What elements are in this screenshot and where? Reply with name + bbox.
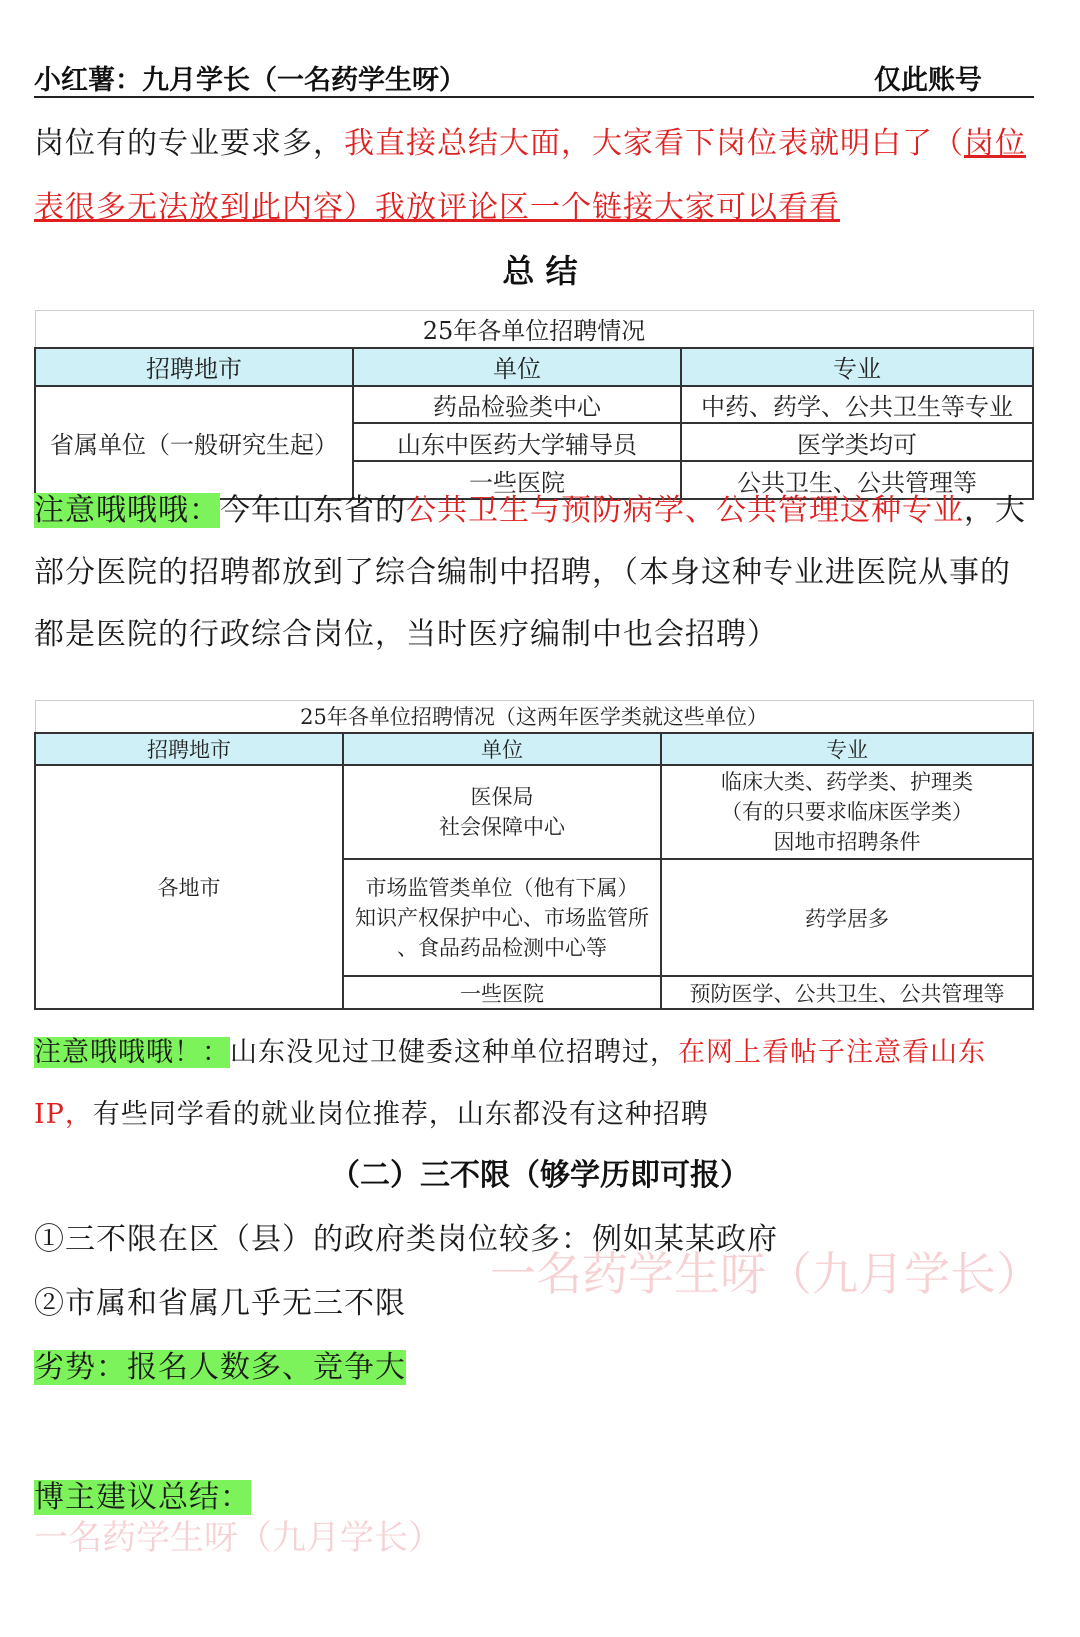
recruitment-table-provincial	[34, 310, 1034, 500]
note-text: 今年山东省的	[220, 493, 406, 528]
header-major: 专业	[661, 733, 1033, 766]
header-unit: 单位	[353, 348, 681, 386]
unit-cell	[343, 859, 661, 977]
list-item: ①三不限在区（县）的政府类岗位较多：例如某某政府	[34, 1222, 778, 1257]
section-title: （二）三不限（够学历即可报）	[330, 1158, 750, 1193]
intro-text: 岗位有的专业要求多，	[34, 126, 344, 161]
blogger-summary-highlight: 博主建议总结：	[34, 1480, 251, 1515]
note-text-cont: ，大部分医院的招聘都放到了综合编制中招聘，（本身这种专业进医院从事的都是医院的行政综合岗位，当时医疗编制中也会招聘）	[34, 493, 1026, 652]
table-caption: 25年各单位招聘情况	[35, 311, 1033, 348]
major-line: 临床大类、药学类、护理类	[721, 769, 973, 794]
unit-cell: 一些医院	[343, 976, 661, 1009]
page-header	[34, 56, 1034, 98]
intro-link-text: 岗位表很多无法放到此内容）我放评论区一个链接大家可以看看	[34, 126, 1026, 225]
unit-cell: 一些医院	[353, 461, 681, 499]
unit-line: 社会保障中心	[439, 814, 565, 839]
intro-red-text: 我直接总结大面，大家看下岗位表就明白了（	[344, 126, 964, 161]
note-text-cont: 有些同学看的就业岗位推荐，山东都没有这种招聘	[92, 1099, 709, 1130]
unit-line: 、食品药品检测中心等	[397, 935, 607, 960]
note-red-text: 公共卫生与预防病学、公共管理这种专业	[406, 493, 964, 528]
table-row	[35, 765, 1033, 859]
recruitment-table-municipal	[34, 700, 1034, 1010]
note-highlight: 注意哦哦哦！：	[34, 1037, 230, 1068]
major-cell: 中药、药学、公共卫生等专业	[681, 386, 1033, 424]
header-major: 专业	[681, 348, 1033, 386]
note-text: 山东没见过卫健委这种单位招聘过，	[230, 1037, 678, 1068]
intro-paragraph	[34, 112, 1034, 240]
major-line: 因地市招聘条件	[773, 829, 921, 854]
major-line: （有的只要求临床医学类）	[721, 799, 973, 824]
note-paragraph-2	[34, 1022, 1034, 1146]
unit-cell	[343, 765, 661, 859]
region-cell: 省属单位（一般研究生起）	[35, 386, 353, 499]
summary-title: 总 结	[502, 252, 578, 290]
table-caption: 25年各单位招聘情况（这两年医学类就这些单位）	[35, 701, 1033, 733]
header-region: 招聘地市	[35, 348, 353, 386]
unit-cell: 药品检验类中心	[353, 386, 681, 424]
major-cell: 医学类均可	[681, 423, 1033, 461]
unit-line: 市场监管类单位（他有下属）	[365, 875, 639, 900]
unit-line: 知识产权保护中心、市场监管所	[355, 905, 649, 930]
note-red-text: 在网上看帖子注意看山东IP，	[34, 1037, 986, 1130]
table-row	[35, 386, 1033, 424]
unit-cell: 山东中医药大学辅导员	[353, 423, 681, 461]
header-region: 招聘地市	[35, 733, 343, 766]
major-cell: 预防医学、公共卫生、公共管理等	[661, 976, 1033, 1009]
watermark: 一名药学生呀（九月学长）	[34, 1518, 442, 1558]
major-cell	[661, 765, 1033, 859]
note-paragraph-1	[34, 480, 1034, 666]
header-unit: 单位	[343, 733, 661, 766]
watermark: 一名药学生呀（九月学长）	[490, 1247, 1042, 1301]
list-item: ②市属和省属几乎无三不限	[34, 1286, 406, 1321]
note-highlight: 注意哦哦哦：	[34, 493, 220, 528]
disadvantage-line	[34, 1336, 1034, 1400]
account-note: 仅此账号	[874, 65, 982, 96]
major-cell: 药学居多	[661, 859, 1033, 977]
account-name: 小红薯：九月学长（一名药学生呀）	[34, 65, 466, 96]
major-cell: 公共卫生、公共管理等	[681, 461, 1033, 499]
region-cell: 各地市	[35, 765, 343, 1009]
unit-line: 医保局	[470, 784, 534, 809]
disadvantage-highlight: 劣势：报名人数多、竞争大	[34, 1350, 406, 1385]
